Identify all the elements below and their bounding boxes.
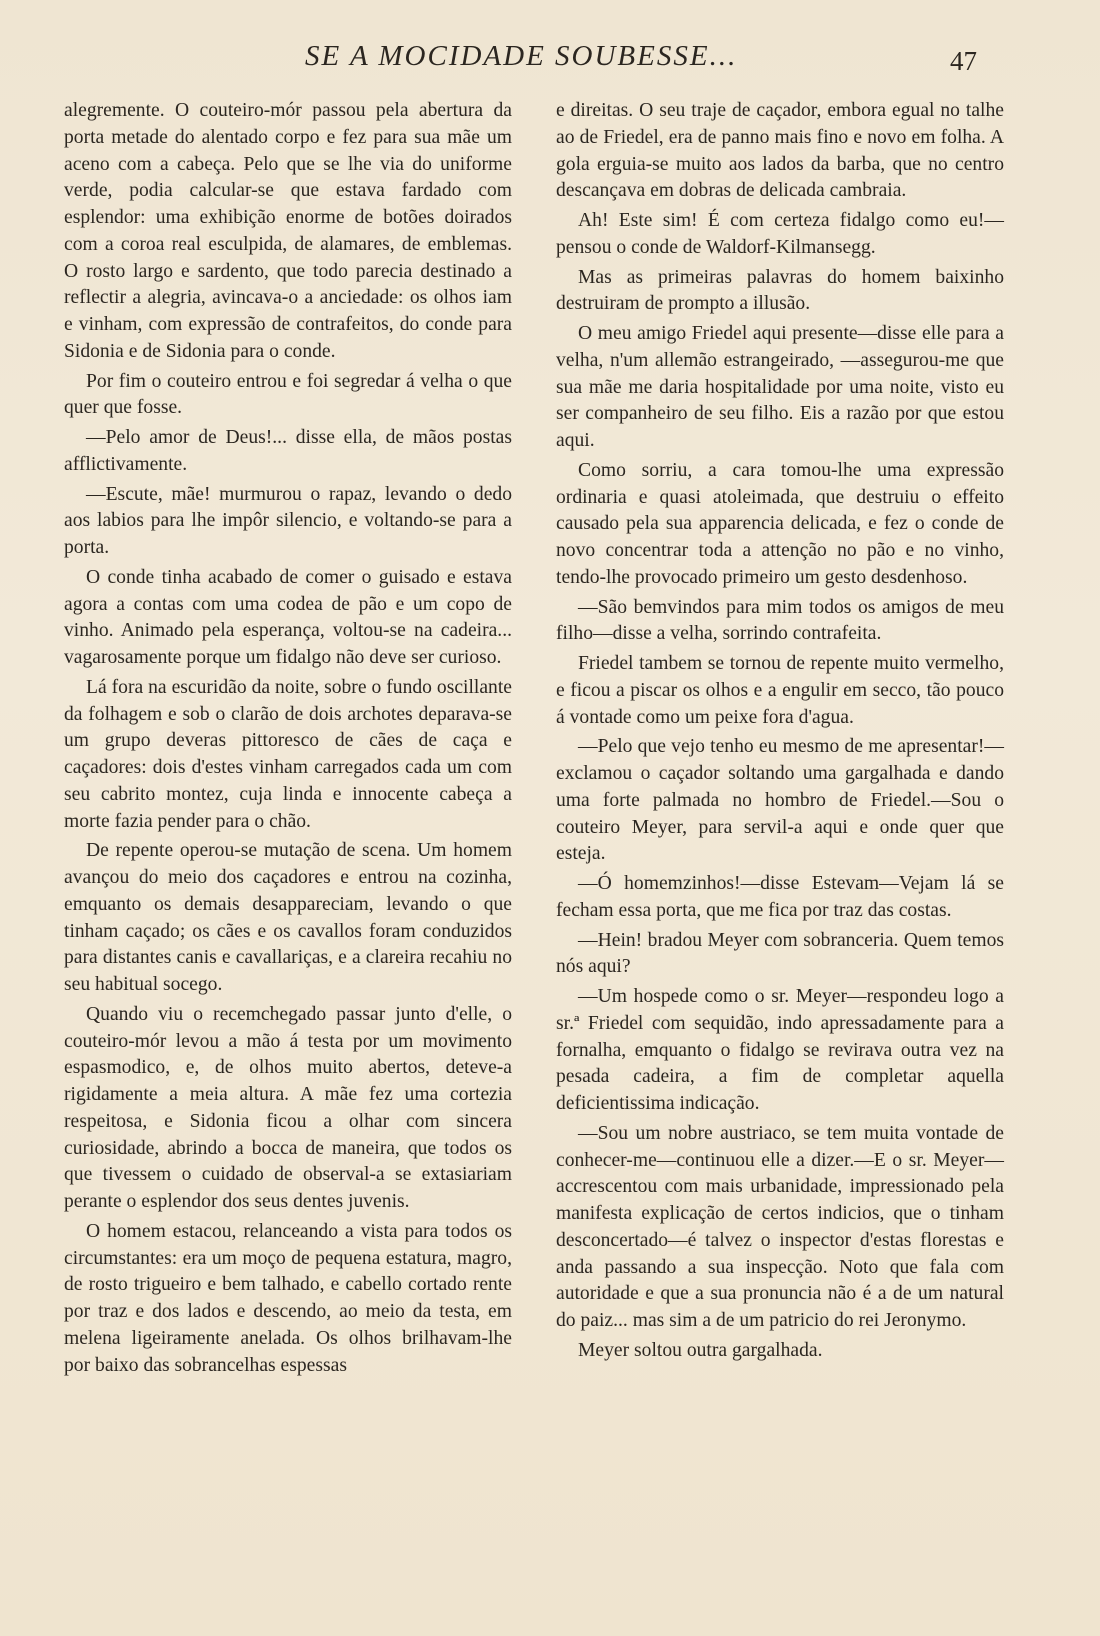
paragraph: —Hein! bradou Meyer com sobranceria. Quem temos nós aqui?	[556, 929, 1004, 978]
paragraph: —Ó homemzinhos!—disse Estevam—Vejam lá se fecham essa porta, que me fica por traz das costas.	[556, 873, 1004, 921]
paragraph: De repente operou-se mutação de scena. Um homem avançou do meio dos caçadores e entrou na cozinha, emquanto os demais desappareciam, levando o que tinham caçado; os cães e os cavallos foram conduzidos para distantes canis e cavallariças, e a clareira recahiu no seu habitual socego.	[64, 840, 512, 995]
paragraph: O conde tinha acabado de comer o guisado e estava agora a contas com uma codea de pão e um copo de vinho. Animado pela esperança, voltou-se na cadeira... vagarosamente porque um fidalgo não deve ser curioso.	[64, 566, 512, 668]
paragraph: Por fim o couteiro entrou e foi segredar á velha o que quer que fosse.	[64, 370, 512, 419]
paragraph: O meu amigo Friedel aqui presente—disse elle para a velha, n'um allemão estrangeirado, —assegurou-me que sua mãe me daria hospitalidade por uma noite, visto eu ser companheiro de seu filho. Eis a razão por que estou aqui.	[556, 323, 1004, 451]
paragraph: e direitas. O seu traje de caçador, embora egual no talhe ao de Friedel, era de panno mais fino e novo em folha. A gola erguia-se muito aos lados da barba, que no centro descançava em dobras de delicada cambraia.	[556, 100, 1004, 202]
paragraph: —Pelo que vejo tenho eu mesmo de me apresentar!—exclamou o caçador soltando uma gargalhada e dando uma forte palmada no hombro de Friedel.—Sou o couteiro Meyer, para servil-a aqui e onde quer que esteja.	[556, 736, 1004, 865]
paragraph: —São bemvindos para mim todos os amigos de meu filho—disse a velha, sorrindo contrafeita.	[556, 596, 1004, 645]
paragraph: Ah! Este sim! É com certeza fidalgo como eu!—pensou o conde de Waldorf-Kilmansegg.	[556, 210, 1004, 258]
paragraph: —Escute, mãe! murmurou o rapaz, levando o dedo aos labios para lhe impôr silencio, e voltando-se para a porta.	[64, 483, 512, 558]
paragraph: —Sou um nobre austriaco, se tem muita vontade de conhecer-me—continuou elle a dizer.—E o sr. Meyer—accrescentou com mais urbanidade, impressionado pela manifesta explicação de certos indicios, que o tinham desconcertado—é talvez o inspector d'estas florestas e anda passando a sua inspecção. Noto que fala com autoridade e que a sua pronuncia não é a de um natural do paiz... mas sim a de um patricio do rei Jeronymo.	[556, 1122, 1004, 1331]
paragraph: Lá fora na escuridão da noite, sobre o fundo oscillante da folhagem e sob o clarão de dois archotes deparava-se um grupo deveras pittoresco de cães de caça e caçadores: dois d'estes vinham carregados cada um com seu cabrito montez, cuja linda e innocente cabeça a morte fazia pender para o chão.	[64, 676, 512, 832]
paragraph: Mas as primeiras palavras do homem baixinho destruiram de prompto a illusão.	[556, 266, 1004, 315]
running-head	[0, 40, 1100, 80]
paragraph: alegremente. O couteiro-mór passou pela abertura da porta metade do alentado corpo e fez para sua mãe um aceno com a cabeça. Pelo que se lhe via do uniforme verde, podia calcular-se que estava fardado com esplendor: uma exhibição enorme de botões doirados com a coroa real esculpida, de alamares, de emblemas. O rosto largo e sardento, que todo parecia destinado a reflectir a alegria, avincava-o a anciedade: os olhos iam e vinham, com expressão de contrafeitos, do conde para Sidonia e de Sidonia para o conde.	[64, 100, 512, 362]
paragraph: Como sorriu, a cara tomou-lhe uma expressão ordinaria e quasi atoleimada, que destruiu o effeito causado pela sua apparencia delicada, e fez o conde de novo concentrar toda a attenção no pão e no vinho, tendo-lhe provocado primeiro um gesto desdenhoso.	[556, 459, 1004, 588]
right-column	[556, 98, 1004, 1368]
paragraph: —Pelo amor de Deus!... disse ella, de mãos postas afflictivamente.	[64, 427, 512, 475]
paragraph: Meyer soltou outra gargalhada.	[578, 1339, 823, 1361]
paragraph: Quando viu o recemchegado passar junto d'elle, o couteiro-mór levou a mão á testa por um movimento espasmodico, e, de olhos muito abertos, deteve-a rigidamente a meia altura. A mãe fez uma cortezia respeitosa, e Sidonia ficou a olhar com sincera curiosidade, abrindo a bocca de maneira, que todos os que tivessem o cuidado de observal-a se extasiariam perante o esplendor dos seus dentes juvenis.	[64, 1003, 512, 1212]
paragraph: O homem estacou, relanceando a vista para todos os circumstantes: era um moço de pequena estatura, magro, de rosto trigueiro e bem talhado, e cabello cortado rente por traz e dos lados e descendo, ao meio da testa, em melena ligeiramente anelada. Os olhos brilhavam-lhe por baixo das sobrancelhas espessas	[64, 1220, 512, 1376]
paragraph: Friedel tambem se tornou de repente muito vermelho, e ficou a piscar os olhos e a engulir em secco, tão pouco á vontade como um peixe fora d'agua.	[556, 653, 1004, 728]
paragraph: —Um hospede como o sr. Meyer—respondeu logo a sr.ª Friedel com sequidão, indo apressadamente para a fornalha, emquanto o fidalgo se revirava outra vez na pesada cadeira, a fim de completar aquella deficientissima indicação.	[556, 986, 1004, 1114]
left-column	[64, 98, 512, 1382]
page-number: 47	[950, 46, 977, 76]
running-title: SE A MOCIDADE SOUBESSE...	[305, 40, 738, 72]
